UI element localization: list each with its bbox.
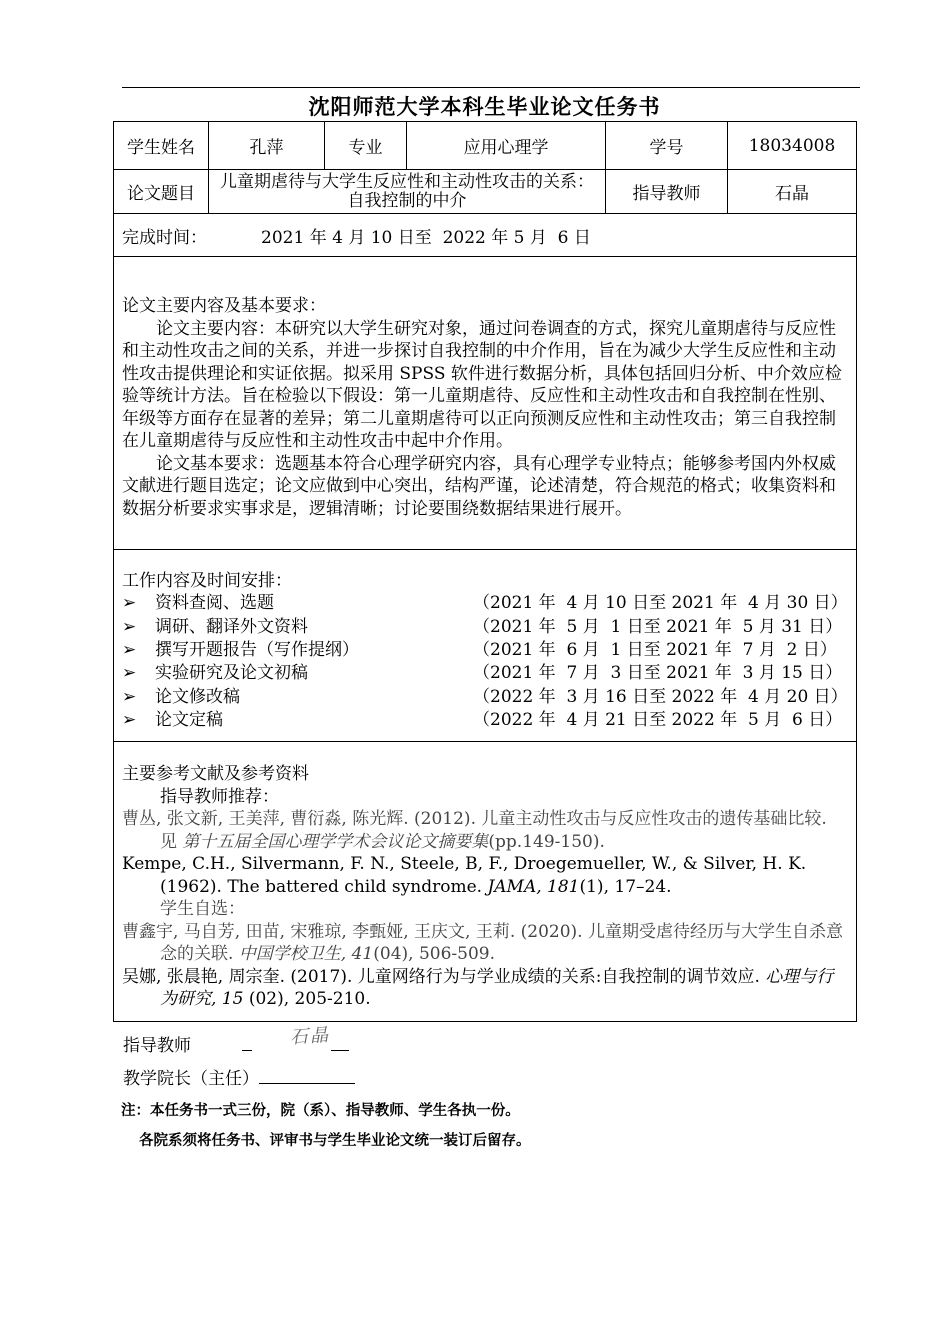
- requirements-basic: 论文基本要求：选题基本符合心理学研究内容，具有心理学专业特点；能够参考国内外权威文献进行题目选定；论文应做到中心突出，结构严谨，论述清楚，符合规范的格式；收集资料和数据分析要求实事求是，逻辑清晰；讨论要围绕数据结果进行展开。: [122, 453, 836, 519]
- arrow-bullet-icon: ➢: [122, 639, 137, 660]
- schedule-item: [122, 662, 848, 685]
- advisor-handwritten-signature: 石晶: [289, 1024, 331, 1049]
- schedule-task: 论文定稿: [155, 709, 223, 730]
- page-title: 沈阳师范大学本科生毕业论文任务书: [308, 94, 661, 119]
- references-section: [114, 742, 857, 1022]
- arrow-bullet-icon: ➢: [122, 709, 137, 730]
- references-row: [114, 742, 857, 1022]
- thesis-topic: 儿童期虐待与大学生反应性和主动性攻击的关系：自我控制的中介: [209, 170, 606, 214]
- signature-underline-left: [242, 1050, 252, 1051]
- advisor-label: 指导教师: [606, 170, 728, 214]
- reference-entry: [122, 808, 848, 853]
- ref-pages: (04), 506-509.: [373, 944, 496, 965]
- schedule-heading: 工作内容及时间安排：: [122, 570, 292, 591]
- reference-entry: [122, 966, 848, 1011]
- references-heading: 主要参考文献及参考资料: [122, 764, 309, 785]
- schedule-section: [114, 550, 857, 742]
- schedule-task: 撰写开题报告（写作提纲）: [155, 639, 359, 660]
- schedule-task: 资料查阅、选题: [155, 593, 274, 614]
- note-line-1: 注：本任务书一式三份，院（系）、指导教师、学生各执一份。: [121, 1102, 520, 1119]
- ref-source: JAMA, 181: [487, 876, 580, 897]
- ref-text: 吴娜, 张晨艳, 周宗奎. (2017). 儿童网络行为与学业成绩的关系:自我控制的调节效应.: [122, 966, 766, 987]
- schedule-row: [114, 550, 857, 742]
- schedule-list: [122, 592, 848, 732]
- dean-signature-label: 教学院长（主任）: [123, 1069, 259, 1089]
- schedule-time: （2021 年 5 月 1 日至 2021 年 5 月 31 日）: [473, 616, 843, 637]
- schedule-item: [122, 709, 848, 732]
- requirements-content: 论文主要内容：本研究以大学生研究对象，通过问卷调查的方式，探究儿童期虐待与反应性和主动性攻击之间的关系，并进一步探讨自我控制的中介作用，旨在为减少大学生反应性和主动性攻击提供理论和实证依据。拟采用 SPSS 软件进行数据分析，具体包括回归分析、中介效应检验等统计方法。旨在检验以下假设：第一儿童期虐待、反应性和主动性攻击和自我控制在性别、年级等方面存在显著的差异；第二儿童期虐待可以正向预测反应性和主动性攻击；第三自我控制在儿童期虐待与反应性和主动性攻击中起中介作用。: [122, 318, 842, 451]
- requirements-row: [114, 257, 857, 550]
- task-table: [113, 121, 857, 1022]
- schedule-item: [122, 639, 848, 662]
- reference-entry: [122, 921, 848, 966]
- schedule-time: （2021 年 6 月 1 日至 2021 年 7 月 2 日）: [473, 639, 837, 660]
- requirements-section: [114, 257, 857, 550]
- self-selected-label: 学生自选：: [160, 899, 245, 920]
- ref-text: Kempe, C.H., Silvermann, F. N., Steele, B, F., Droegemueller, W., & Silver, H. K. (1962). The battered child syndrome.: [122, 854, 807, 897]
- student-row: [114, 122, 857, 170]
- dean-signature-field: [259, 1065, 355, 1084]
- advisor-signature-label: 指导教师: [123, 1036, 191, 1056]
- major: 应用心理学: [407, 122, 606, 170]
- completion-time: 完成时间： 2021 年 4 月 10 日至 2022 年 5 月 6 日: [114, 214, 857, 257]
- ref-text: 曹鑫宇, 马自芳, 田苗, 宋雅琼, 李甄娅, 王庆文, 王莉. (2020). 儿童期受虐待经历与大学生自杀意念的关联.: [122, 921, 843, 965]
- schedule-item: [122, 616, 848, 639]
- schedule-time: （2022 年 4 月 21 日至 2022 年 5 月 6 日）: [473, 709, 843, 730]
- advisor-recommend-label: 指导教师推荐：: [160, 786, 279, 807]
- note-line-2: 各院系须将任务书、评审书与学生毕业论文统一装订后留存。: [139, 1132, 531, 1149]
- ref-source: 中国学校卫生, 41: [238, 944, 374, 965]
- schedule-task: 实验研究及论文初稿: [155, 663, 308, 684]
- schedule-time: （2021 年 7 月 3 日至 2021 年 3 月 15 日）: [473, 663, 843, 684]
- schedule-item: [122, 686, 848, 709]
- ref-pages: (pp.149-150).: [488, 831, 605, 852]
- advisor-name: 石晶: [728, 170, 857, 214]
- reference-entry: [122, 853, 848, 898]
- completion-row: [114, 214, 857, 257]
- ref-pages: (02), 205-210.: [243, 989, 371, 1010]
- ref-source: 心理与行为研究, 15: [160, 966, 834, 1010]
- student-id-label: 学号: [606, 122, 728, 170]
- topic-label: 论文题目: [114, 170, 209, 214]
- student-name-label: 学生姓名: [114, 122, 209, 170]
- ref-text: 曹丛, 张文新, 王美萍, 曹衍淼, 陈光辉. (2012). 儿童主动性攻击与反应性攻击的遗传基础比较. 见: [122, 809, 827, 852]
- arrow-bullet-icon: ➢: [122, 686, 137, 707]
- arrow-bullet-icon: ➢: [122, 616, 137, 637]
- schedule-time: （2022 年 3 月 16 日至 2022 年 4 月 20 日）: [473, 686, 848, 707]
- ref-source: 第十五届全国心理学学术会议论文摘要集: [182, 831, 489, 852]
- schedule-task: 论文修改稿: [155, 686, 240, 707]
- signature-underline-right: [331, 1050, 349, 1051]
- dean-signature-line: [123, 1064, 355, 1089]
- topic-row: [114, 170, 857, 214]
- schedule-task: 调研、翻译外文资料: [155, 616, 308, 637]
- student-id: 18034008: [728, 122, 857, 170]
- arrow-bullet-icon: ➢: [122, 593, 137, 614]
- top-rule: [122, 87, 860, 88]
- ref-pages: (1), 17–24.: [579, 876, 672, 897]
- schedule-item: [122, 592, 848, 615]
- requirements-heading: 论文主要内容及基本要求：: [122, 296, 326, 316]
- major-label: 专业: [325, 122, 407, 170]
- schedule-time: （2021 年 4 月 10 日至 2021 年 4 月 30 日）: [473, 593, 848, 614]
- arrow-bullet-icon: ➢: [122, 663, 137, 684]
- student-name: 孔萍: [209, 122, 325, 170]
